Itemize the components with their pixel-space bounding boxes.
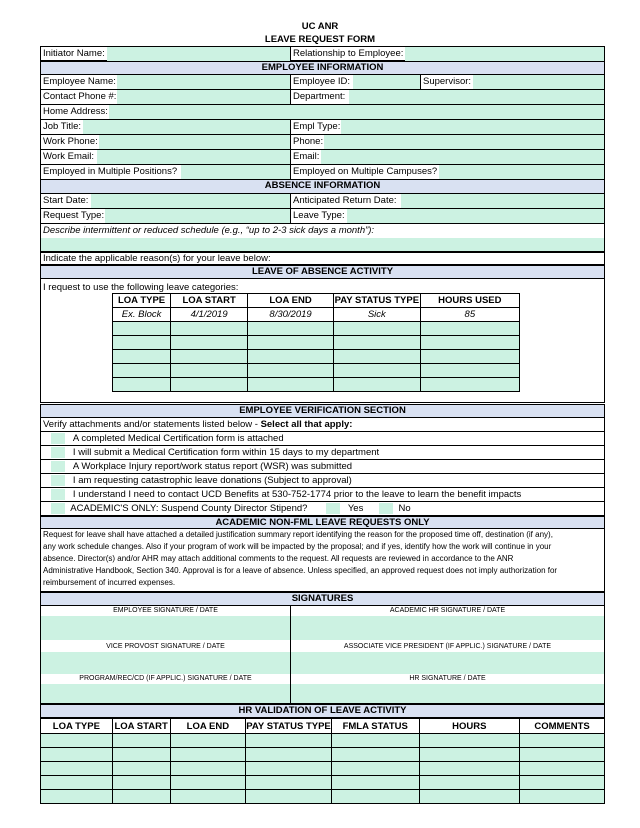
job-row bbox=[40, 120, 605, 135]
signatures-header: SIGNATURES bbox=[40, 592, 605, 606]
vice-provost-sig-label: VICE PROVOST SIGNATURE / DATE bbox=[106, 643, 225, 650]
verify-item-label: I understand I need to contact UCD Benefits at 530-752-1774 prior to the leave to learn the benefit impacts bbox=[72, 489, 522, 500]
verify-checkbox[interactable] bbox=[51, 461, 65, 472]
contact-row bbox=[40, 90, 605, 105]
phone-field[interactable] bbox=[324, 135, 604, 149]
assoc-vp-sig-label: ASSOCIATE VICE PRESIDENT (IF APPLIC.) SIGNATURE / DATE bbox=[343, 643, 552, 650]
hr-header-row bbox=[41, 719, 605, 734]
describe-label: Describe intermittent or reduced schedule (e.g., “up to 2-3 sick days a month”): bbox=[43, 225, 375, 236]
academic-text-box bbox=[40, 529, 605, 592]
multi-row bbox=[40, 165, 605, 180]
request-type-field[interactable] bbox=[105, 209, 290, 223]
hr-col-pay-status: PAY STATUS TYPE bbox=[246, 720, 331, 732]
stipend-checkbox[interactable] bbox=[51, 503, 65, 514]
academic-hr-sig-label: ACADEMIC HR SIGNATURE / DATE bbox=[389, 607, 506, 614]
loa-example-pay: Sick bbox=[333, 308, 420, 322]
loa-example-hours: 85 bbox=[420, 308, 519, 322]
hr-entry-row[interactable] bbox=[41, 776, 605, 790]
no-label: No bbox=[398, 503, 411, 514]
academic-header: ACADEMIC NON-FML LEAVE REQUESTS ONLY bbox=[40, 516, 605, 529]
hr-col-loa-start: LOA START bbox=[112, 719, 170, 734]
email-label: Email: bbox=[293, 151, 320, 162]
hr-entry-row[interactable] bbox=[41, 790, 605, 804]
org-title: UC ANR bbox=[301, 21, 339, 32]
verification-intro-row bbox=[40, 418, 605, 432]
empl-type-label: Empl Type: bbox=[293, 121, 341, 132]
verify-item-label: I will submit a Medical Certification form within 15 days to my department bbox=[72, 447, 380, 458]
loa-example-start: 4/1/2019 bbox=[171, 308, 248, 322]
hr-sig-label: HR SIGNATURE / DATE bbox=[409, 675, 486, 682]
employee-name-field[interactable] bbox=[117, 75, 290, 89]
job-title-field[interactable] bbox=[83, 120, 290, 134]
hr-sig-field[interactable] bbox=[291, 684, 604, 703]
academic-hr-sig-field[interactable] bbox=[291, 616, 604, 640]
work-phone-field[interactable] bbox=[99, 135, 290, 149]
email-field[interactable] bbox=[321, 150, 604, 164]
vice-provost-sig-field[interactable] bbox=[41, 652, 290, 674]
loa-col-type: LOA TYPE bbox=[113, 294, 171, 308]
employee-id-label: Employee ID: bbox=[293, 76, 351, 87]
no-checkbox[interactable] bbox=[379, 503, 393, 514]
initiator-row bbox=[40, 46, 605, 61]
start-date-field[interactable] bbox=[91, 194, 290, 208]
verify-item bbox=[49, 446, 599, 460]
work-phone-row bbox=[40, 135, 605, 150]
academic-line: reimbursement of incurred expenses. bbox=[43, 578, 176, 587]
verify-item-row bbox=[40, 446, 605, 460]
loa-example-row bbox=[113, 308, 520, 322]
verification-intro-bold: Select all that apply: bbox=[260, 419, 353, 430]
verify-item bbox=[49, 488, 604, 502]
employee-sig-field[interactable] bbox=[41, 616, 290, 640]
loa-example-type: Ex. Block bbox=[113, 308, 171, 322]
address-row bbox=[40, 105, 605, 120]
verify-item-label: A Workplace Injury report/work status report (WSR) was submitted bbox=[72, 461, 353, 472]
academic-line: Administrative Handbook, Section 340. Approval is for a leave of absence. Unless specified, an approved request does not imply authorization for bbox=[43, 566, 558, 575]
verify-item-label: A completed Medical Certification form is attached bbox=[72, 433, 284, 444]
loa-entry-row[interactable] bbox=[113, 350, 520, 364]
return-date-field[interactable] bbox=[401, 194, 604, 208]
start-date-row bbox=[40, 194, 605, 209]
work-email-field[interactable] bbox=[97, 150, 290, 164]
loa-col-end: LOA END bbox=[248, 294, 334, 308]
loa-col-start: LOA START bbox=[171, 294, 248, 308]
academic-stipend bbox=[49, 502, 604, 516]
academic-stipend-row bbox=[40, 502, 605, 516]
relationship-field[interactable] bbox=[405, 47, 604, 61]
job-title-label: Job Title: bbox=[43, 121, 82, 132]
hr-entry-row[interactable] bbox=[41, 734, 605, 748]
hr-col-hours: HOURS bbox=[419, 719, 520, 734]
contact-field[interactable] bbox=[117, 90, 290, 104]
request-type-row bbox=[40, 209, 605, 224]
signatures-box bbox=[40, 606, 605, 704]
loa-entry-row[interactable] bbox=[113, 364, 520, 378]
relationship-label: Relationship to Employee: bbox=[293, 48, 404, 59]
verify-checkbox[interactable] bbox=[51, 433, 65, 444]
verify-item-row bbox=[40, 432, 605, 446]
verification-header: EMPLOYEE VERIFICATION SECTION bbox=[40, 404, 605, 418]
academic-stipend-label: ACADEMIC'S ONLY: Suspend County Director Stipend? bbox=[70, 503, 308, 514]
initiator-field[interactable] bbox=[107, 47, 290, 61]
verify-item-row bbox=[40, 474, 605, 488]
loa-header: LEAVE OF ABSENCE ACTIVITY bbox=[40, 265, 605, 279]
hr-col-loa-end: LOA END bbox=[170, 719, 246, 734]
hr-col-loa-type: LOA TYPE bbox=[41, 719, 113, 734]
work-phone-label: Work Phone: bbox=[43, 136, 98, 147]
verify-item bbox=[49, 432, 599, 446]
describe-field[interactable] bbox=[40, 238, 605, 252]
multi-position-label: Employed in Multiple Positions? bbox=[43, 166, 178, 177]
initiator-label: Initiator Name: bbox=[43, 48, 105, 59]
hr-col-fmla: FMLA STATUS bbox=[331, 719, 419, 734]
supervisor-field[interactable] bbox=[473, 75, 604, 89]
return-date-label: Anticipated Return Date: bbox=[293, 195, 397, 206]
work-email-row bbox=[40, 150, 605, 165]
multi-position-field[interactable] bbox=[181, 165, 290, 179]
loa-example-end: 8/30/2019 bbox=[248, 308, 334, 322]
supervisor-label: Supervisor: bbox=[423, 76, 472, 87]
loa-intro: I request to use the following leave categories: bbox=[43, 282, 239, 293]
form-title: LEAVE REQUEST FORM bbox=[264, 34, 376, 45]
academic-line: any work schedule changes. Also if your program of work will be impacted by the proposal; and if yes, identify how the work will continue in your bbox=[43, 542, 552, 551]
verify-checkbox[interactable] bbox=[51, 475, 65, 486]
empl-type-field[interactable] bbox=[341, 120, 604, 134]
hr-col-comments: COMMENTS bbox=[520, 719, 605, 734]
employee-id-field[interactable] bbox=[353, 75, 420, 89]
employee-name-row bbox=[40, 75, 605, 90]
multi-campus-field[interactable] bbox=[439, 165, 604, 179]
loa-entry-row[interactable] bbox=[113, 322, 520, 336]
academic-line: Request for leave shall have attached a detailed justification summary report identifying the reason for the proposed time off, destination (if any), bbox=[43, 530, 553, 539]
absence-header: ABSENCE INFORMATION bbox=[40, 180, 605, 194]
address-label: Home Address: bbox=[43, 106, 108, 117]
describe-row bbox=[40, 224, 605, 238]
leave-type-field[interactable] bbox=[347, 209, 604, 223]
verification-intro-text: Verify attachments and/or statements listed below - bbox=[43, 419, 261, 430]
work-email-label: Work Email: bbox=[43, 151, 95, 162]
verify-checkbox[interactable] bbox=[51, 447, 65, 458]
verify-item bbox=[49, 474, 599, 488]
hr-validation-header: HR VALIDATION OF LEAVE ACTIVITY bbox=[40, 704, 605, 718]
loa-entry-row[interactable] bbox=[113, 336, 520, 350]
assoc-vp-sig-field[interactable] bbox=[291, 652, 604, 674]
yes-label: Yes bbox=[347, 503, 364, 514]
loa-table bbox=[112, 293, 520, 392]
indicate-label: Indicate the applicable reason(s) for your leave below: bbox=[43, 253, 271, 264]
hr-entry-row[interactable] bbox=[41, 748, 605, 762]
employee-sig-label: EMPLOYEE SIGNATURE / DATE bbox=[113, 607, 218, 614]
hr-entry-row[interactable] bbox=[41, 762, 605, 776]
indicate-row bbox=[40, 252, 605, 265]
loa-header-row bbox=[113, 294, 520, 308]
contact-label: Contact Phone #: bbox=[43, 91, 117, 102]
verify-item-row bbox=[40, 460, 605, 474]
department-field[interactable] bbox=[349, 90, 604, 104]
yes-checkbox[interactable] bbox=[326, 503, 340, 514]
hr-validation-table bbox=[40, 718, 605, 804]
request-type-label: Request Type: bbox=[43, 210, 105, 221]
academic-line: absence. Director(s) and/or AHR may attach additional comments to the request. All requests are reviewed in accordance to the ANR bbox=[43, 554, 514, 563]
leave-type-label: Leave Type: bbox=[293, 210, 345, 221]
verification-intro bbox=[41, 418, 601, 432]
loa-col-hours: HOURS USED bbox=[420, 294, 519, 308]
verify-checkbox[interactable] bbox=[51, 489, 65, 500]
loa-entry-row[interactable] bbox=[113, 378, 520, 392]
verify-item bbox=[49, 460, 599, 474]
employee-info-header: EMPLOYEE INFORMATION bbox=[40, 61, 605, 75]
address-field[interactable] bbox=[109, 105, 604, 119]
phone-label: Phone: bbox=[293, 136, 324, 147]
start-date-label: Start Date: bbox=[43, 195, 89, 206]
multi-campus-label: Employed on Multiple Campuses? bbox=[293, 166, 438, 177]
loa-col-pay: PAY STATUS TYPE bbox=[334, 295, 420, 306]
verify-item-row bbox=[40, 488, 605, 502]
department-label: Department: bbox=[293, 91, 346, 102]
program-sig-label: PROGRAM/REC/CD (IF APPLIC.) SIGNATURE / DATE bbox=[79, 675, 252, 682]
employee-name-label: Employee Name: bbox=[43, 76, 116, 87]
verify-item-label: I am requesting catastrophic leave donations (Subject to approval) bbox=[72, 475, 352, 486]
program-sig-field[interactable] bbox=[41, 684, 290, 703]
